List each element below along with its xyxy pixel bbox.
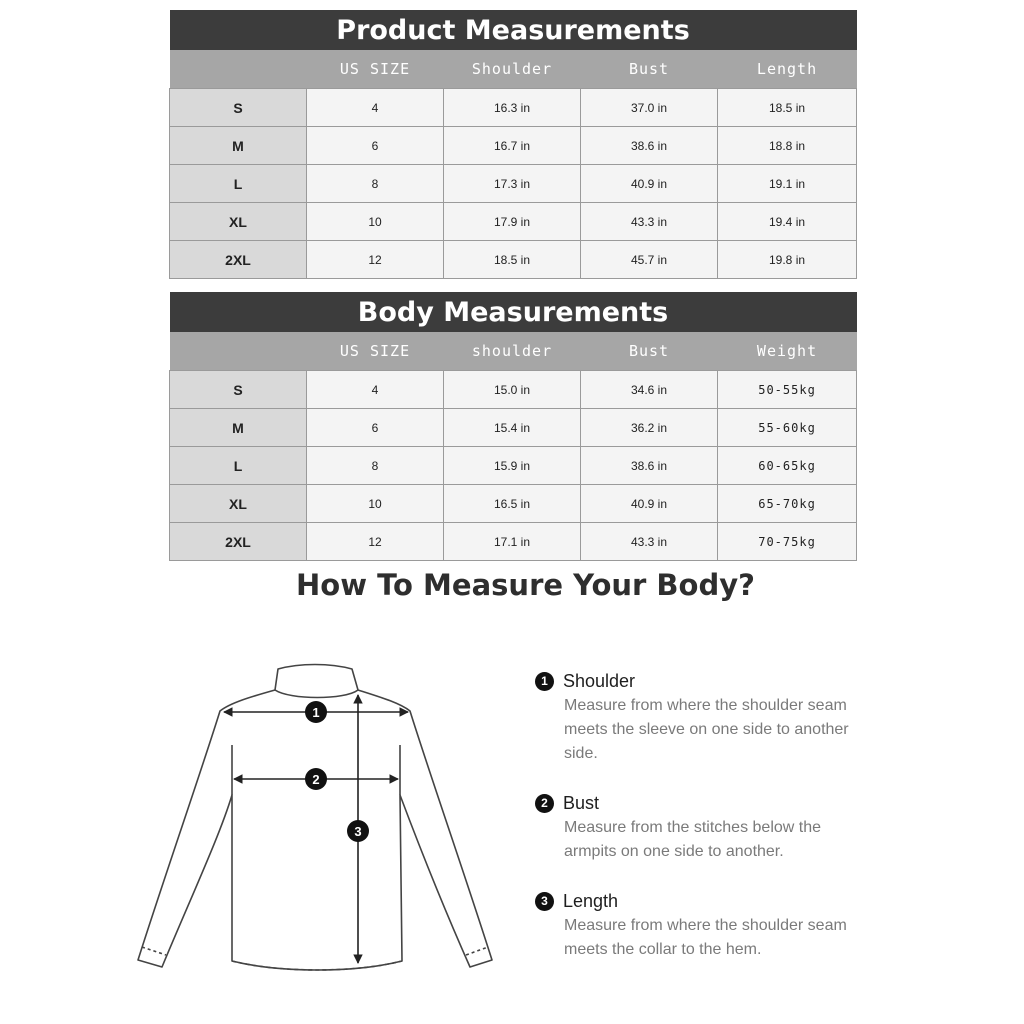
us-size-cell: 4 [307, 371, 444, 409]
step-label: Length [563, 890, 619, 911]
weight-cell: 65-70kg [718, 485, 857, 523]
table-row [170, 485, 857, 523]
shoulder-cell: 15.0 in [444, 371, 581, 409]
shoulder-cell: 15.9 in [444, 447, 581, 485]
weight-cell: 70-75kg [718, 523, 857, 561]
size-cell: XL [170, 485, 307, 523]
product-header-us-size: US SIZE [307, 50, 444, 89]
us-size-cell: 12 [307, 241, 444, 279]
shoulder-cell: 15.4 in [444, 409, 581, 447]
shoulder-cell: 16.7 in [444, 127, 581, 165]
bust-cell: 37.0 in [581, 89, 718, 127]
weight-cell: 50-55kg [718, 371, 857, 409]
length-cell: 19.8 in [718, 241, 857, 279]
length-cell: 19.4 in [718, 203, 857, 241]
length-cell: 18.5 in [718, 89, 857, 127]
shoulder-marker [305, 701, 327, 723]
step-label: Bust [563, 792, 600, 813]
body-header-shoulder: shoulder [444, 332, 581, 371]
bust-cell: 43.3 in [581, 523, 718, 561]
shirt-measurement-diagram [130, 655, 500, 995]
us-size-cell: 6 [307, 409, 444, 447]
table-row [170, 371, 857, 409]
bust-cell: 38.6 in [581, 447, 718, 485]
shoulder-cell: 18.5 in [444, 241, 581, 279]
body-table-title: Body Measurements [170, 292, 857, 332]
body-measurements-table [169, 292, 857, 561]
bust-marker-number: 2 [312, 772, 320, 787]
step-description: Measure from where the shoulder seam meets the sleeve on one side to another side. [564, 697, 849, 762]
body-header-weight: Weight [718, 332, 857, 371]
size-cell: S [170, 89, 307, 127]
size-cell: 2XL [170, 523, 307, 561]
shoulder-marker-number: 1 [312, 705, 320, 720]
step-number-badge: 1 [535, 672, 554, 691]
us-size-cell: 8 [307, 165, 444, 203]
bust-marker [305, 768, 327, 790]
weight-cell: 60-65kg [718, 447, 857, 485]
bust-cell: 36.2 in [581, 409, 718, 447]
bust-cell: 34.6 in [581, 371, 718, 409]
step-number-badge: 2 [535, 794, 554, 813]
table-row [170, 447, 857, 485]
bust-cell: 43.3 in [581, 203, 718, 241]
bust-cell: 38.6 in [581, 127, 718, 165]
step-description: Measure from where the shoulder seam meets the collar to the hem. [564, 917, 847, 958]
table-row [170, 523, 857, 561]
bust-cell: 45.7 in [581, 241, 718, 279]
weight-cell: 55-60kg [718, 409, 857, 447]
us-size-cell: 4 [307, 89, 444, 127]
bust-instruction [535, 790, 865, 864]
step-label: Shoulder [563, 670, 636, 691]
shoulder-cell: 17.3 in [444, 165, 581, 203]
step-number-badge: 3 [535, 892, 554, 911]
measurement-instructions [535, 668, 865, 986]
product-table-title: Product Measurements [170, 10, 857, 50]
us-size-cell: 12 [307, 523, 444, 561]
body-header-us-size: US SIZE [307, 332, 444, 371]
product-header-bust: Bust [581, 50, 718, 89]
shoulder-cell: 16.5 in [444, 485, 581, 523]
body-header-empty [170, 332, 307, 371]
length-marker [347, 820, 369, 842]
bust-cell: 40.9 in [581, 485, 718, 523]
size-cell: L [170, 165, 307, 203]
shoulder-cell: 17.1 in [444, 523, 581, 561]
product-header-shoulder: Shoulder [444, 50, 581, 89]
length-cell: 18.8 in [718, 127, 857, 165]
table-row [170, 203, 857, 241]
table-row [170, 127, 857, 165]
table-row [170, 241, 857, 279]
product-header-empty [170, 50, 307, 89]
shoulder-cell: 16.3 in [444, 89, 581, 127]
size-cell: M [170, 409, 307, 447]
size-cell: XL [170, 203, 307, 241]
size-cell: S [170, 371, 307, 409]
length-cell: 19.1 in [718, 165, 857, 203]
bust-cell: 40.9 in [581, 165, 718, 203]
us-size-cell: 8 [307, 447, 444, 485]
product-header-length: Length [718, 50, 857, 89]
shoulder-instruction [535, 668, 865, 766]
length-marker-number: 3 [354, 824, 362, 839]
product-measurements-table [169, 10, 857, 279]
length-instruction [535, 888, 865, 962]
table-row [170, 165, 857, 203]
size-cell: M [170, 127, 307, 165]
us-size-cell: 10 [307, 485, 444, 523]
size-cell: L [170, 447, 307, 485]
us-size-cell: 6 [307, 127, 444, 165]
table-row [170, 89, 857, 127]
shoulder-cell: 17.9 in [444, 203, 581, 241]
measurement-arrows [224, 695, 408, 963]
step-description: Measure from the stitches below the armpits on one side to another. [564, 819, 822, 860]
body-header-bust: Bust [581, 332, 718, 371]
us-size-cell: 10 [307, 203, 444, 241]
size-cell: 2XL [170, 241, 307, 279]
guide-title: How To Measure Your Body? [296, 568, 755, 602]
table-row [170, 409, 857, 447]
